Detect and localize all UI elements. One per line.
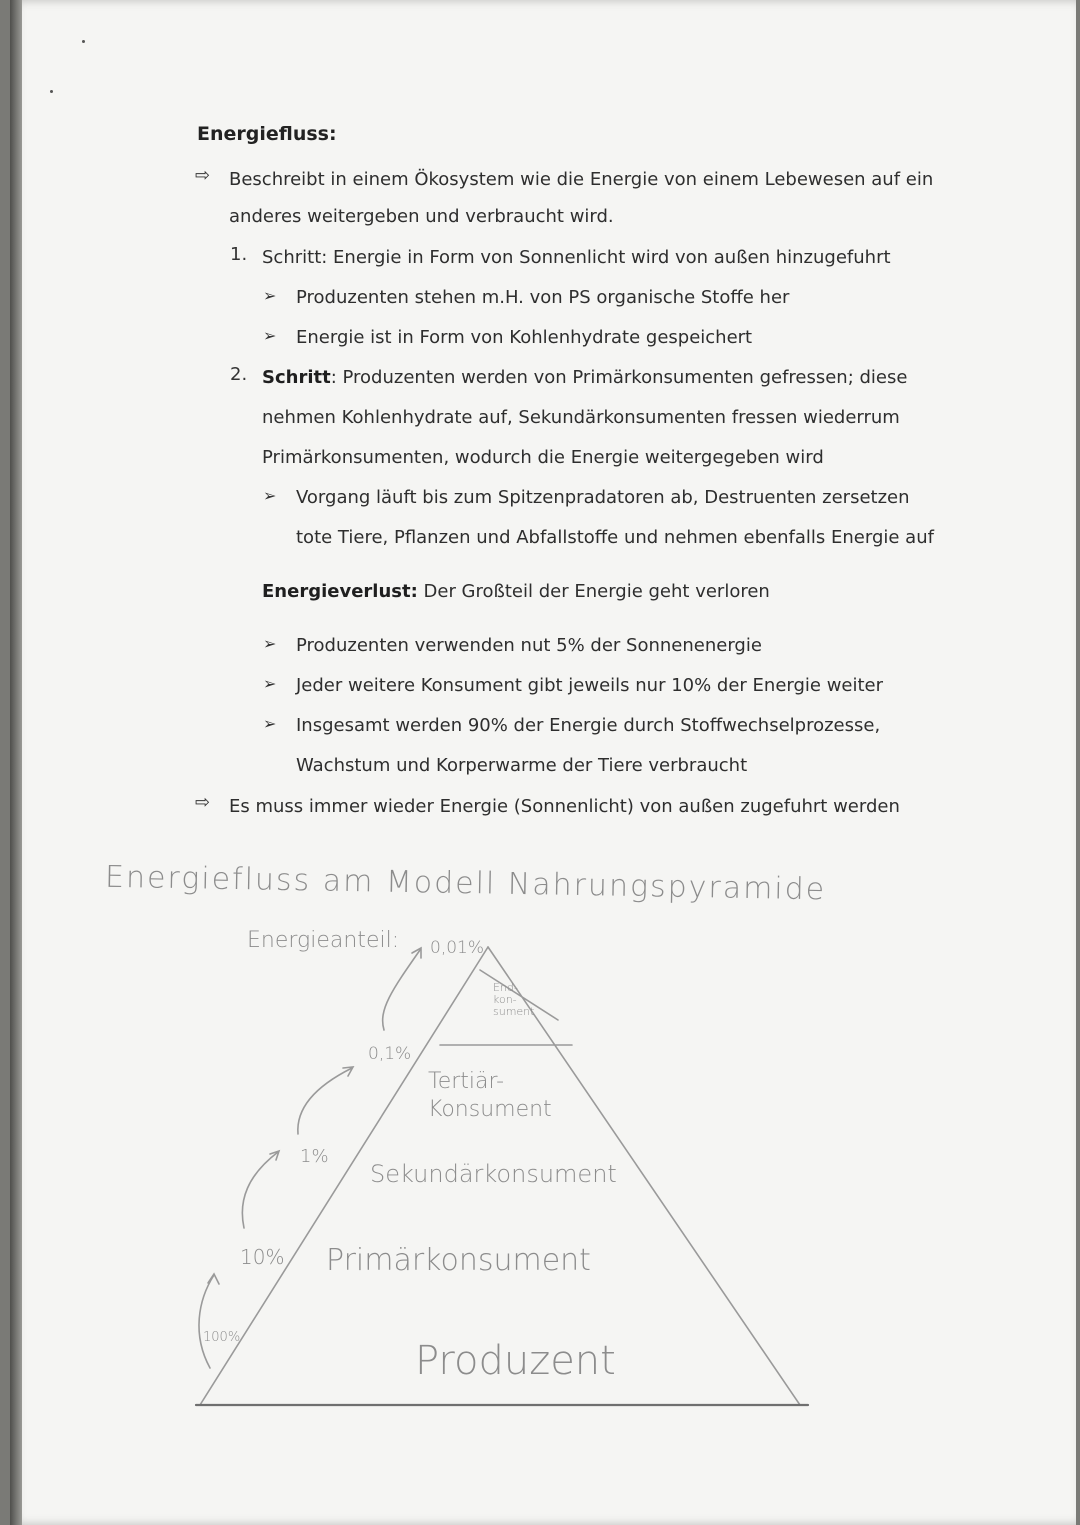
loss-bullet-2: Jeder weitere Konsument gibt jeweils nur 10% der Energie weiter: [296, 675, 884, 696]
step-2-bullet-line-1: Vorgang läuft bis zum Spitzenpradatoren ab, Destruenten zersetzen: [296, 487, 910, 508]
chevron-bullet-icon: ➢: [263, 486, 277, 505]
loss-bullet-3: Insgesamt werden 90% der Energie durch Stoffwechselprozesse,: [296, 715, 881, 736]
level-producer: Produzent: [415, 1338, 616, 1384]
step-2-number: 2.: [230, 364, 248, 385]
percent-1: 1%: [300, 1146, 329, 1167]
step-2-bullet-line-2: tote Tiere, Pflanzen und Abfallstoffe und nehmen ebenfalls Energie auf: [296, 527, 934, 548]
arrow-bullet-icon: ⇨: [195, 165, 211, 186]
chevron-bullet-icon: ➢: [263, 714, 277, 733]
percent-100: 100%: [203, 1330, 241, 1345]
conclusion-line: Es muss immer wieder Energie (Sonnenlicht) von außen zugefuhrt werden: [229, 796, 900, 817]
intro-line-1: Beschreibt in einem Ökosystem wie die Energie von einem Lebewesen auf ein: [229, 169, 934, 190]
arrow-bullet-icon: ⇨: [195, 792, 211, 813]
chevron-bullet-icon: ➢: [263, 634, 277, 653]
step-2-label: Schritt: [262, 367, 331, 388]
step-2-line-3: Primärkonsumenten, wodurch die Energie weitergegeben wird: [262, 447, 824, 468]
level-secondary-consumer: Sekundärkonsument: [370, 1160, 617, 1188]
step-2-line-1-text: : Produzenten werden von Primärkonsumenten gefressen; diese: [330, 367, 908, 388]
chevron-bullet-icon: ➢: [263, 286, 277, 305]
intro-line-2: anderes weitergeben und verbraucht wird.: [229, 206, 614, 227]
chevron-bullet-icon: ➢: [263, 674, 277, 693]
percent-10: 10%: [240, 1245, 285, 1269]
arrow-curve-2: [242, 1152, 278, 1228]
section-heading: Energiefluss:: [197, 123, 337, 145]
energy-loss-label: Energieverlust:: [262, 581, 418, 602]
step-1-bullet-2: Energie ist in Form von Kohlenhydrate gespeichert: [296, 327, 753, 348]
percent-0-01: 0,01%: [430, 938, 485, 958]
arrow-curve-3: [298, 1068, 352, 1134]
step-1-number: 1.: [230, 244, 248, 265]
level-end-consumer: End-kon-sument: [493, 981, 535, 1018]
sketch-title: Energiefluss am Modell Nahrungspyramide: [104, 859, 827, 908]
level-primary-consumer: Primärkonsument: [326, 1243, 591, 1278]
loss-bullet-1: Produzenten verwenden nut 5% der Sonnenenergie: [296, 635, 762, 656]
level-tertiary-consumer: Tertiär-Konsument: [428, 1069, 552, 1122]
arrow-curve-1: [199, 1275, 214, 1368]
step-2-line-2: nehmen Kohlenhydrate auf, Sekundärkonsumenten fressen wiederrum: [262, 407, 900, 428]
loss-bullet-3-line-2: Wachstum und Korperwarme der Tiere verbraucht: [296, 755, 748, 776]
step-1-bullet-1: Produzenten stehen m.H. von PS organische Stoffe her: [296, 287, 790, 308]
arrow-curve-4: [383, 950, 420, 1030]
arrow-head-4: [412, 948, 421, 958]
step-1-text: Schritt: Energie in Form von Sonnenlicht wird von außen hinzugefuhrt: [262, 247, 891, 268]
sketch-subtitle: Energieanteil:: [247, 928, 400, 953]
percent-0-1: 0,1%: [368, 1044, 412, 1064]
energy-loss-text: Der Großteil der Energie geht verloren: [417, 581, 770, 602]
chevron-bullet-icon: ➢: [263, 326, 277, 345]
